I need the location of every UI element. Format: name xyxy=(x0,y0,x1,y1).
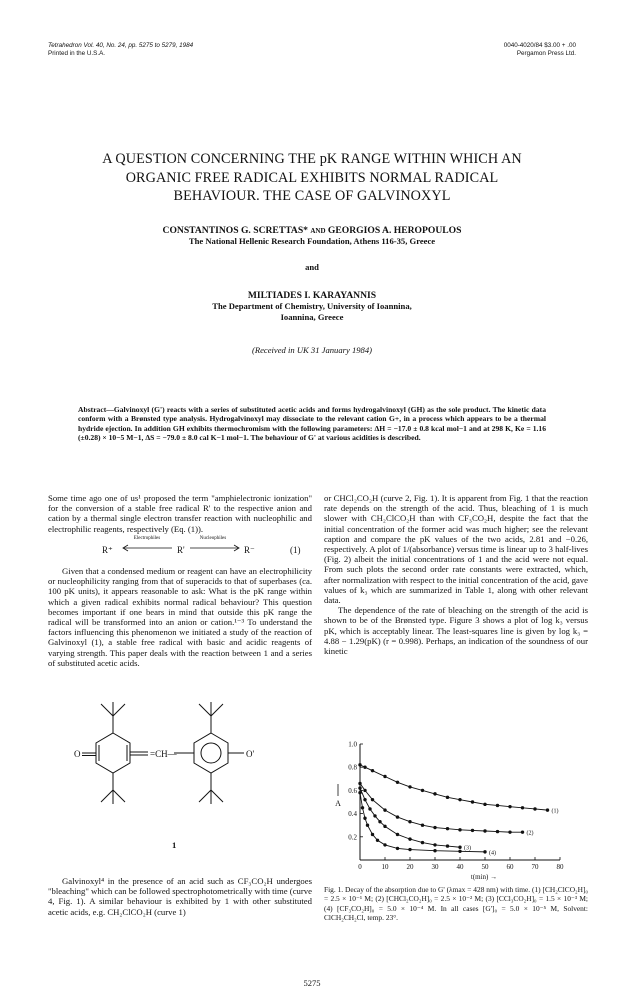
title-line-1: A QUESTION CONCERNING THE pK RANGE WITHIN WHICH AN xyxy=(102,151,522,167)
data-point xyxy=(368,807,371,810)
data-point xyxy=(371,769,374,772)
data-point xyxy=(483,829,486,832)
data-point xyxy=(521,806,524,809)
left-column-p2 xyxy=(48,566,312,668)
data-point xyxy=(471,829,474,832)
svg-text:O': O' xyxy=(246,749,255,759)
galvinoxyl-paragraph: Galvinoxyl⁴ in the presence of an acid such as CF₃CO₂H undergoes "bleaching" which can be followed spectrophotometrically with time (curve 4, Fig. 1). A similar behaviour is exhibited by 1 with other substituted acetic acids, e.g. CH₂ClCO₂H (curve 1) xyxy=(48,876,312,917)
price-code: 0040-4020/84 $3.00 + .00 xyxy=(503,42,576,49)
x-tick-label: 70 xyxy=(531,863,539,871)
data-point xyxy=(483,850,486,853)
data-point xyxy=(361,806,364,809)
data-point xyxy=(378,820,381,823)
svg-text:O: O xyxy=(74,749,81,759)
data-point xyxy=(358,786,361,789)
equation-1 xyxy=(72,536,312,562)
data-point xyxy=(483,803,486,806)
y-tick-label: 1.0 xyxy=(348,740,357,749)
data-point xyxy=(458,850,461,853)
printed-in: Printed in the U.S.A. xyxy=(48,50,106,57)
journal-header xyxy=(48,42,193,58)
bronsted-paragraph: The dependence of the rate of bleaching on the strength of the acid is shown to be of the Brønsted type. Figure 3 shows a plot of log k₃ versus pK, which is acceptably linear. The least-squares line is given by log k₃ = 4.88 − 1.29(pK) (r = 0.998). Perhaps, an indication of the soundness of our kinetic xyxy=(324,605,588,657)
eq-number: (1) xyxy=(290,545,301,555)
title-line-3: BEHAVIOUR. THE CASE OF GALVINOXYL xyxy=(173,188,451,204)
eq-anion: R⁻ xyxy=(244,545,255,555)
right-column-text xyxy=(324,493,588,656)
author-and: and xyxy=(305,262,319,272)
data-point xyxy=(383,825,386,828)
data-point xyxy=(376,839,379,842)
affiliation-1: The National Hellenic Research Foundation, Athens 116-35, Greece xyxy=(188,236,436,246)
series-label-2: (2) xyxy=(526,830,534,837)
x-tick-label: 10 xyxy=(381,863,389,871)
data-point xyxy=(366,824,369,827)
data-point xyxy=(433,826,436,829)
abstract: Abstract—Galvinoxyl (G') reacts with a series of substituted acetic acids and forms hydrogalvinoxyl (GH) as the sole product. The kinetic data conform with a Brønsted type analysis. Hydrogalvinoxyl may dissociate to the relevant cation G+, in a process which appears to be a thermal hydride ejection. In addition GH exhibits thermochromism with the following parameters: ΔH = −17.0 ± 0.8 kcal mol−1 and at 298 K, Ke = 1.16 (±0.28) × 10−5 M−1, ΔS = −79.0 ± 8.0 cal K−1 mol−1. The behaviour of G' at various acidities is described. xyxy=(78,405,546,442)
data-point xyxy=(383,808,386,811)
data-point xyxy=(408,820,411,823)
affiliation-2b: Ioannina, Greece xyxy=(280,312,344,322)
received-date: (Received in UK 31 January 1984) xyxy=(251,345,373,355)
bleaching-paragraph: or CHCl₂CO₂H (curve 2, Fig. 1). It is apparent from Fig. 1 that the reaction rate depends on the strength of the acid. Thus, bleaching of 1 is much slower with CH₂ClCO₂H than with CF₃CO₂H, despite the fact that the initial concentration of the former acid was much higher; see the relevant caption and compare the pK values of the two acids, 2.81 and −0.26, respectively. A plot of 1/(absorbance) versus time is linear up to 3 half-lives (Fig. 2) albeit the initial concentrations of 1 and the acid were not equal. From such plots the second order rate constants were extracted, which, after normalization with respect to the initial concentration of the acid, gave values of k₃ which are summarized in Table 1, along with other relevant data. xyxy=(324,493,588,606)
data-point xyxy=(363,789,366,792)
series-label-3: (3) xyxy=(464,845,471,852)
data-point xyxy=(396,815,399,818)
authors-line-2: MILTIADES I. KARAYANNIS xyxy=(247,290,377,301)
data-point xyxy=(421,789,424,792)
data-point xyxy=(408,848,411,851)
y-tick-label: 0.6 xyxy=(348,786,357,795)
series-line-1 xyxy=(360,765,548,810)
data-point xyxy=(458,798,461,801)
question-paragraph: Given that a condensed medium or reagent can have an electrophilicity or nucleophilicity ranging from that of superacids to that of superbases (ca. 100 pK units), it appears reasonable to ask: What is the pK range within which a given radical exhibits normal radical behaviour? This question becomes important if one bears in mind that outside this pK range the radical will be transformed into an anion or cation.¹⁻³ To understand the factors influencing this phenomenon we initiated a study of the reaction of Galvinoxyl (1), a stable free radical with basic and acidic reagents of varying strength. This paper deals with the reaction between 1 and a series of substituted acetic acids. xyxy=(48,566,312,668)
left-column-p3 xyxy=(48,876,312,917)
data-point xyxy=(396,833,399,836)
figure-1-caption: Fig. 1. Decay of the absorption due to G' (λmax = 428 nm) with time. (1) [CH₂ClCO₂H]₀ = 2.5 × 10⁻¹ M; (2) [CHCl₂CO₂H]₀ = 2.5 × 10⁻² M; (3) [CCl₃CO₂H]₀ = 1.5 × 10⁻³ M; (4) [CF₃CO₂H]₀ = 5.0 × 10⁻⁴ M. In all cases [G']₀ = 5.0 × 10⁻⁵ M, Solvent: ClCH₂CH₂Cl, temp. 23°. xyxy=(324,885,588,922)
data-point xyxy=(373,814,376,817)
data-point xyxy=(533,807,536,810)
data-point xyxy=(446,844,449,847)
data-point xyxy=(371,833,374,836)
structure-label: 1 xyxy=(172,840,177,850)
svg-text:=CH—: =CH— xyxy=(150,749,177,759)
data-point xyxy=(458,828,461,831)
x-tick-label: 50 xyxy=(481,863,489,871)
data-point xyxy=(358,782,361,785)
data-point xyxy=(508,805,511,808)
data-point xyxy=(433,849,436,852)
data-point xyxy=(358,791,361,794)
data-point xyxy=(521,830,524,833)
x-tick-label: 80 xyxy=(556,863,564,871)
y-axis-label: A xyxy=(335,799,341,808)
eq-arrow-label-2: Nucleophiles xyxy=(199,536,227,541)
data-point xyxy=(383,843,386,846)
data-point xyxy=(496,830,499,833)
x-tick-label: 30 xyxy=(431,863,439,871)
affiliation-2a: The Department of Chemistry, University of Ioannina, xyxy=(212,301,412,311)
x-tick-label: 40 xyxy=(456,863,464,871)
left-column-p1 xyxy=(48,493,312,534)
data-point xyxy=(396,847,399,850)
data-point xyxy=(446,827,449,830)
page-number: 5275 xyxy=(303,978,321,988)
author-block-2 xyxy=(0,290,624,323)
data-point xyxy=(371,798,374,801)
y-tick-label: 0.4 xyxy=(348,810,357,819)
data-point xyxy=(363,817,366,820)
author-block-1 xyxy=(0,225,624,247)
data-point xyxy=(363,798,366,801)
eq-arrow-1 xyxy=(120,544,174,552)
figure-1-chart xyxy=(324,734,588,882)
title-line-2: ORGANIC FREE RADICAL EXHIBITS NORMAL RADICAL xyxy=(125,169,499,186)
series-label-4: (4) xyxy=(489,850,496,857)
data-point xyxy=(383,775,386,778)
x-axis-label: t(min) → xyxy=(470,873,498,881)
data-point xyxy=(546,808,549,811)
intro-paragraph: Some time ago one of us¹ proposed the term "amphielectronic ionization" for the conversion of a stable free radical R' to the respective anion and cation by a thermal single electron transfer reaction with nucleophilic and electrophilic reagents, respectively (Eq. (1)). xyxy=(48,493,312,534)
data-point xyxy=(363,766,366,769)
x-tick-label: 60 xyxy=(506,863,514,871)
authors-line-1: CONSTANTINOS G. SCRETTAS* and GEORGIOS A. HEROPOULOS xyxy=(162,225,462,236)
data-point xyxy=(496,804,499,807)
eq-arrow-label-1: Electrophiles xyxy=(133,536,161,541)
data-point xyxy=(358,763,361,766)
galvinoxyl-structure xyxy=(68,688,296,838)
data-point xyxy=(446,796,449,799)
eq-cation: R⁺ xyxy=(102,545,113,555)
data-point xyxy=(508,830,511,833)
y-tick-label: 0.8 xyxy=(348,763,357,772)
price-header xyxy=(504,42,576,58)
data-point xyxy=(433,792,436,795)
x-tick-label: 0 xyxy=(358,863,362,871)
data-point xyxy=(471,800,474,803)
eq-radical: R' xyxy=(177,545,185,555)
data-point xyxy=(421,841,424,844)
eq-arrow-2 xyxy=(188,544,242,552)
journal-citation: Tetrahedron Vol. 40, No. 24, pp. 5275 to 5279, 1984 xyxy=(48,42,194,49)
x-tick-label: 20 xyxy=(406,863,414,871)
data-point xyxy=(458,846,461,849)
data-point xyxy=(408,785,411,788)
paper-title xyxy=(40,150,584,206)
data-point xyxy=(396,781,399,784)
data-point xyxy=(421,824,424,827)
y-tick-label: 0.2 xyxy=(348,833,357,842)
data-point xyxy=(408,837,411,840)
data-point xyxy=(433,843,436,846)
series-label-1: (1) xyxy=(551,808,559,815)
publisher: Pergamon Press Ltd. xyxy=(516,50,576,57)
